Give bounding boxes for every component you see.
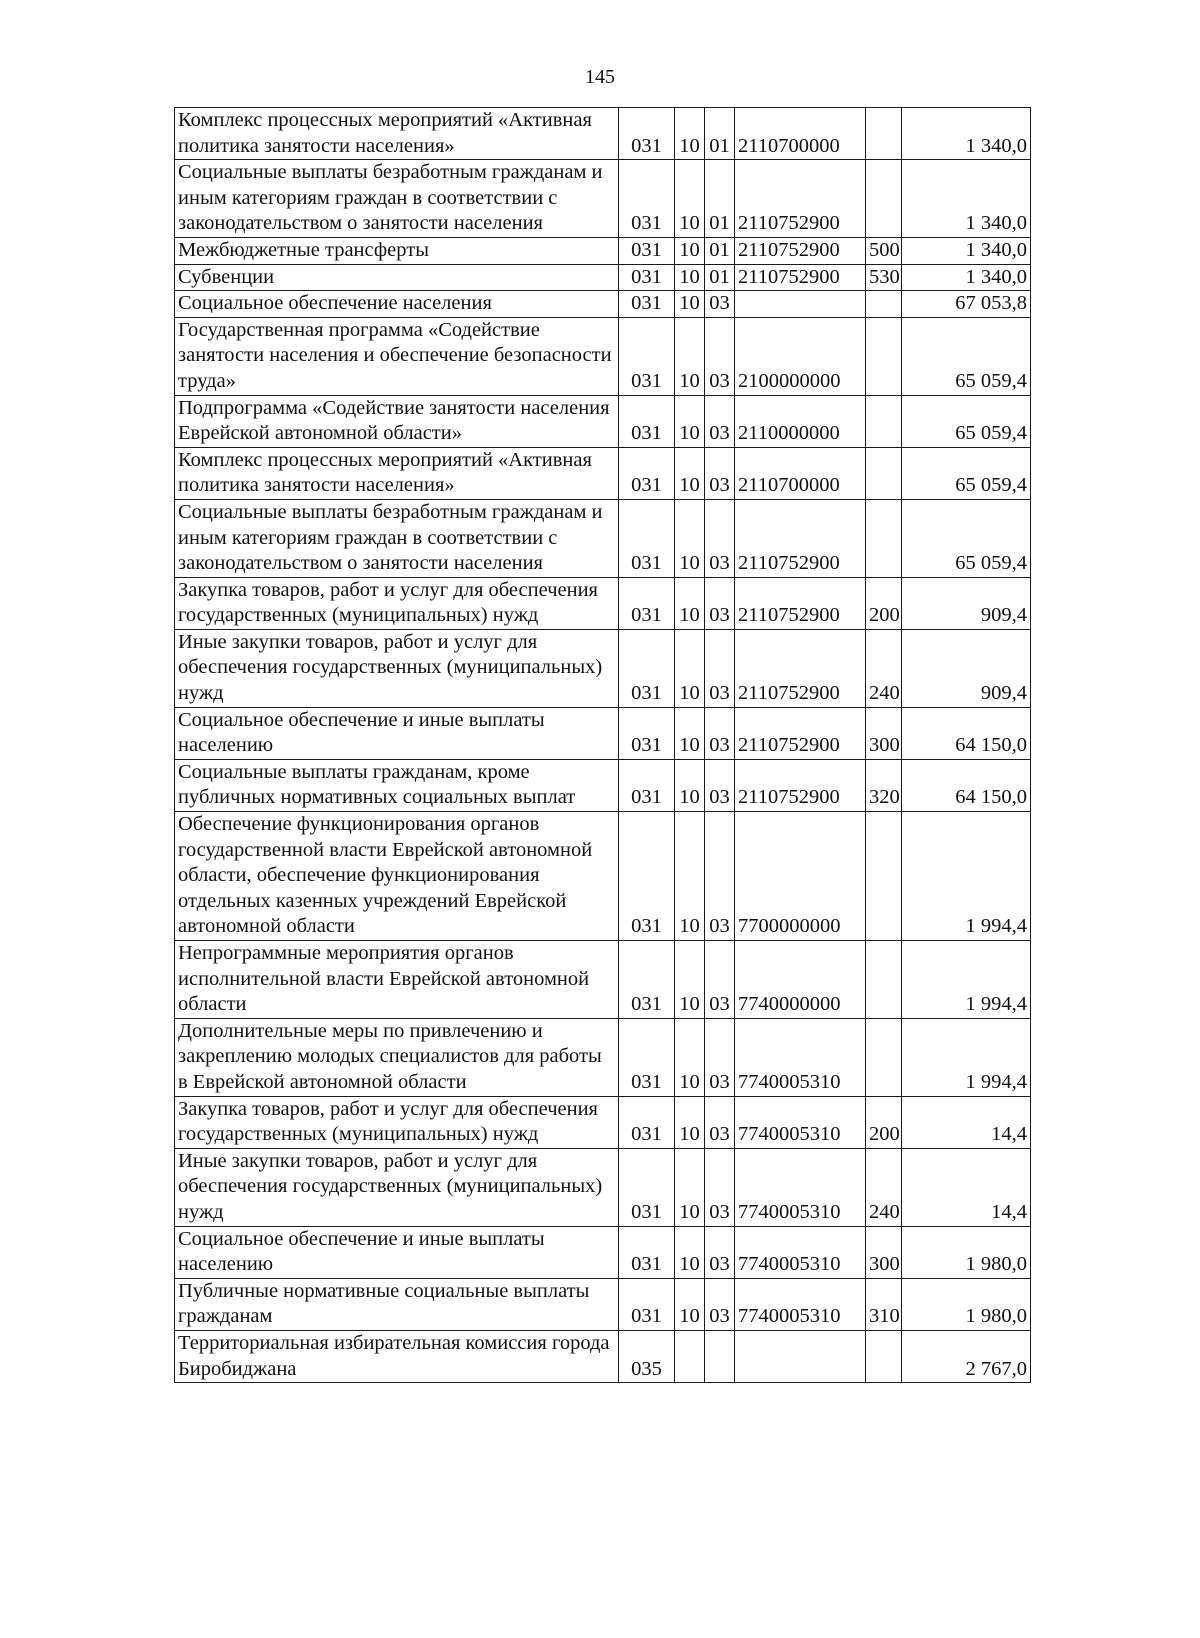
table-row: [175, 1096, 1031, 1148]
row-expense-type: [866, 108, 902, 160]
row-section-code: 10: [675, 577, 705, 629]
row-section-code: 10: [675, 1278, 705, 1330]
row-target-article: 2110752900: [735, 759, 866, 811]
table-row: [175, 941, 1031, 1019]
row-amount: 1 994,4: [902, 941, 1031, 1019]
row-name: Социальные выплаты гражданам, кроме публичных нормативных социальных выплат: [175, 759, 619, 811]
row-amount: 1 340,0: [902, 160, 1031, 238]
row-name: Социальное обеспечение населения: [175, 291, 619, 318]
row-ministry-code: 031: [619, 1226, 675, 1278]
row-ministry-code: 031: [619, 707, 675, 759]
row-subsection-code: 03: [705, 1148, 735, 1226]
row-subsection-code: 01: [705, 264, 735, 291]
row-amount: 64 150,0: [902, 707, 1031, 759]
row-name: Межбюджетные трансферты: [175, 237, 619, 264]
row-subsection-code: 03: [705, 447, 735, 499]
row-section-code: 10: [675, 812, 705, 941]
row-subsection-code: 03: [705, 707, 735, 759]
table-row: [175, 237, 1031, 264]
row-subsection-code: 03: [705, 291, 735, 318]
row-name: Комплекс процессных мероприятий «Активная политика занятости населения»: [175, 108, 619, 160]
page-number: 145: [585, 66, 615, 88]
row-subsection-code: 03: [705, 1278, 735, 1330]
table-row: [175, 707, 1031, 759]
row-amount: 909,4: [902, 629, 1031, 707]
row-section-code: 10: [675, 1096, 705, 1148]
row-ministry-code: 031: [619, 108, 675, 160]
row-amount: 65 059,4: [902, 317, 1031, 395]
row-name: Государственная программа «Содействие занятости населения и обеспечение безопасности труда»: [175, 317, 619, 395]
row-ministry-code: 031: [619, 447, 675, 499]
row-ministry-code: 031: [619, 941, 675, 1019]
row-expense-type: [866, 291, 902, 318]
row-name: Иные закупки товаров, работ и услуг для обеспечения государственных (муниципальных) нужд: [175, 629, 619, 707]
row-ministry-code: 031: [619, 499, 675, 577]
row-amount: 1 340,0: [902, 108, 1031, 160]
row-name: Дополнительные меры по привлечению и закреплению молодых специалистов для работы в Еврейской автономной области: [175, 1018, 619, 1096]
row-ministry-code: 031: [619, 395, 675, 447]
row-expense-type: 300: [866, 1226, 902, 1278]
row-name: Иные закупки товаров, работ и услуг для обеспечения государственных (муниципальных) нужд: [175, 1148, 619, 1226]
row-target-article: 2110700000: [735, 108, 866, 160]
row-amount: 65 059,4: [902, 499, 1031, 577]
row-name: Публичные нормативные социальные выплаты гражданам: [175, 1278, 619, 1330]
row-subsection-code: 03: [705, 1226, 735, 1278]
row-target-article: 2110000000: [735, 395, 866, 447]
row-expense-type: 300: [866, 707, 902, 759]
row-expense-type: 530: [866, 264, 902, 291]
row-name: Обеспечение функционирования органов государственной власти Еврейской автономной области, обеспечение функционирования отдельных казенных учреждений Еврейской автономной области: [175, 812, 619, 941]
row-expense-type: 240: [866, 629, 902, 707]
row-name: Комплекс процессных мероприятий «Активная политика занятости населения»: [175, 447, 619, 499]
row-ministry-code: 031: [619, 317, 675, 395]
row-expense-type: 200: [866, 577, 902, 629]
row-section-code: 10: [675, 160, 705, 238]
row-target-article: 7740005310: [735, 1096, 866, 1148]
row-amount: 1 340,0: [902, 264, 1031, 291]
row-section-code: 10: [675, 108, 705, 160]
row-ministry-code: 031: [619, 812, 675, 941]
row-subsection-code: 03: [705, 499, 735, 577]
row-expense-type: 320: [866, 759, 902, 811]
row-subsection-code: 03: [705, 395, 735, 447]
row-target-article: 2110752900: [735, 160, 866, 238]
row-ministry-code: 031: [619, 629, 675, 707]
row-subsection-code: 03: [705, 1018, 735, 1096]
table-row: [175, 1278, 1031, 1330]
row-amount: 1 994,4: [902, 812, 1031, 941]
budget-table: [174, 107, 1031, 1383]
table-row: [175, 812, 1031, 941]
row-name: Закупка товаров, работ и услуг для обеспечения государственных (муниципальных) нужд: [175, 1096, 619, 1148]
row-ministry-code: 031: [619, 1096, 675, 1148]
row-target-article: [735, 1330, 866, 1382]
row-section-code: [675, 1330, 705, 1382]
row-section-code: 10: [675, 264, 705, 291]
row-subsection-code: 03: [705, 577, 735, 629]
row-amount: 1 994,4: [902, 1018, 1031, 1096]
row-amount: 1 980,0: [902, 1226, 1031, 1278]
row-amount: 2 767,0: [902, 1330, 1031, 1382]
row-target-article: 2110752900: [735, 577, 866, 629]
row-expense-type: [866, 812, 902, 941]
budget-table-body: [175, 108, 1031, 1383]
row-subsection-code: 03: [705, 1096, 735, 1148]
row-target-article: 7700000000: [735, 812, 866, 941]
row-expense-type: [866, 317, 902, 395]
row-ministry-code: 031: [619, 1018, 675, 1096]
row-expense-type: 310: [866, 1278, 902, 1330]
row-target-article: 2110700000: [735, 447, 866, 499]
row-expense-type: [866, 499, 902, 577]
row-section-code: 10: [675, 629, 705, 707]
row-target-article: 7740005310: [735, 1148, 866, 1226]
row-subsection-code: 03: [705, 941, 735, 1019]
row-expense-type: 240: [866, 1148, 902, 1226]
row-name: Социальное обеспечение и иные выплаты населению: [175, 1226, 619, 1278]
row-name: Закупка товаров, работ и услуг для обеспечения государственных (муниципальных) нужд: [175, 577, 619, 629]
row-expense-type: [866, 1018, 902, 1096]
row-ministry-code: 031: [619, 237, 675, 264]
row-expense-type: [866, 160, 902, 238]
row-subsection-code: 03: [705, 629, 735, 707]
row-section-code: 10: [675, 447, 705, 499]
row-amount: 65 059,4: [902, 447, 1031, 499]
table-row: [175, 160, 1031, 238]
table-row: [175, 108, 1031, 160]
table-row: [175, 577, 1031, 629]
row-name: Территориальная избирательная комиссия города Биробиджана: [175, 1330, 619, 1382]
row-ministry-code: 031: [619, 1148, 675, 1226]
row-subsection-code: [705, 1330, 735, 1382]
row-subsection-code: 01: [705, 108, 735, 160]
row-subsection-code: 03: [705, 759, 735, 811]
row-name: Социальные выплаты безработным гражданам и иным категориям граждан в соответствии с законодательством о занятости населения: [175, 499, 619, 577]
table-row: [175, 629, 1031, 707]
row-section-code: 10: [675, 1226, 705, 1278]
row-target-article: 2110752900: [735, 264, 866, 291]
table-row: [175, 499, 1031, 577]
row-amount: 65 059,4: [902, 395, 1031, 447]
row-section-code: 10: [675, 707, 705, 759]
row-target-article: 2110752900: [735, 237, 866, 264]
row-expense-type: 500: [866, 237, 902, 264]
table-row: [175, 447, 1031, 499]
row-section-code: 10: [675, 237, 705, 264]
table-row: [175, 291, 1031, 318]
row-subsection-code: 01: [705, 160, 735, 238]
row-amount: 14,4: [902, 1148, 1031, 1226]
row-expense-type: 200: [866, 1096, 902, 1148]
row-name: Субвенции: [175, 264, 619, 291]
row-amount: 67 053,8: [902, 291, 1031, 318]
row-subsection-code: 03: [705, 812, 735, 941]
row-section-code: 10: [675, 1148, 705, 1226]
row-section-code: 10: [675, 317, 705, 395]
row-amount: 1 340,0: [902, 237, 1031, 264]
table-row: [175, 264, 1031, 291]
row-name: Непрограммные мероприятия органов исполнительной власти Еврейской автономной области: [175, 941, 619, 1019]
row-ministry-code: 031: [619, 160, 675, 238]
row-target-article: 2110752900: [735, 629, 866, 707]
row-expense-type: [866, 941, 902, 1019]
row-subsection-code: 03: [705, 317, 735, 395]
row-amount: 64 150,0: [902, 759, 1031, 811]
row-target-article: 7740005310: [735, 1278, 866, 1330]
table-row: [175, 395, 1031, 447]
row-section-code: 10: [675, 1018, 705, 1096]
row-target-article: 7740000000: [735, 941, 866, 1019]
table-row: [175, 317, 1031, 395]
row-ministry-code: 031: [619, 577, 675, 629]
row-ministry-code: 035: [619, 1330, 675, 1382]
row-ministry-code: 031: [619, 264, 675, 291]
row-section-code: 10: [675, 395, 705, 447]
row-target-article: 2100000000: [735, 317, 866, 395]
row-ministry-code: 031: [619, 1278, 675, 1330]
row-target-article: 7740005310: [735, 1226, 866, 1278]
row-section-code: 10: [675, 759, 705, 811]
row-name: Социальное обеспечение и иные выплаты населению: [175, 707, 619, 759]
row-name: Подпрограмма «Содействие занятости населения Еврейской автономной области»: [175, 395, 619, 447]
row-section-code: 10: [675, 941, 705, 1019]
row-amount: 909,4: [902, 577, 1031, 629]
row-subsection-code: 01: [705, 237, 735, 264]
row-section-code: 10: [675, 499, 705, 577]
row-section-code: 10: [675, 291, 705, 318]
row-expense-type: [866, 1330, 902, 1382]
row-expense-type: [866, 395, 902, 447]
row-target-article: 7740005310: [735, 1018, 866, 1096]
table-row: [175, 1148, 1031, 1226]
row-target-article: 2110752900: [735, 499, 866, 577]
row-ministry-code: 031: [619, 759, 675, 811]
table-row: [175, 1226, 1031, 1278]
row-expense-type: [866, 447, 902, 499]
row-target-article: 2110752900: [735, 707, 866, 759]
table-row: [175, 1018, 1031, 1096]
row-amount: 1 980,0: [902, 1278, 1031, 1330]
row-name: Социальные выплаты безработным гражданам и иным категориям граждан в соответствии с законодательством о занятости населения: [175, 160, 619, 238]
table-row: [175, 1330, 1031, 1382]
row-target-article: [735, 291, 866, 318]
row-amount: 14,4: [902, 1096, 1031, 1148]
table-row: [175, 759, 1031, 811]
row-ministry-code: 031: [619, 291, 675, 318]
